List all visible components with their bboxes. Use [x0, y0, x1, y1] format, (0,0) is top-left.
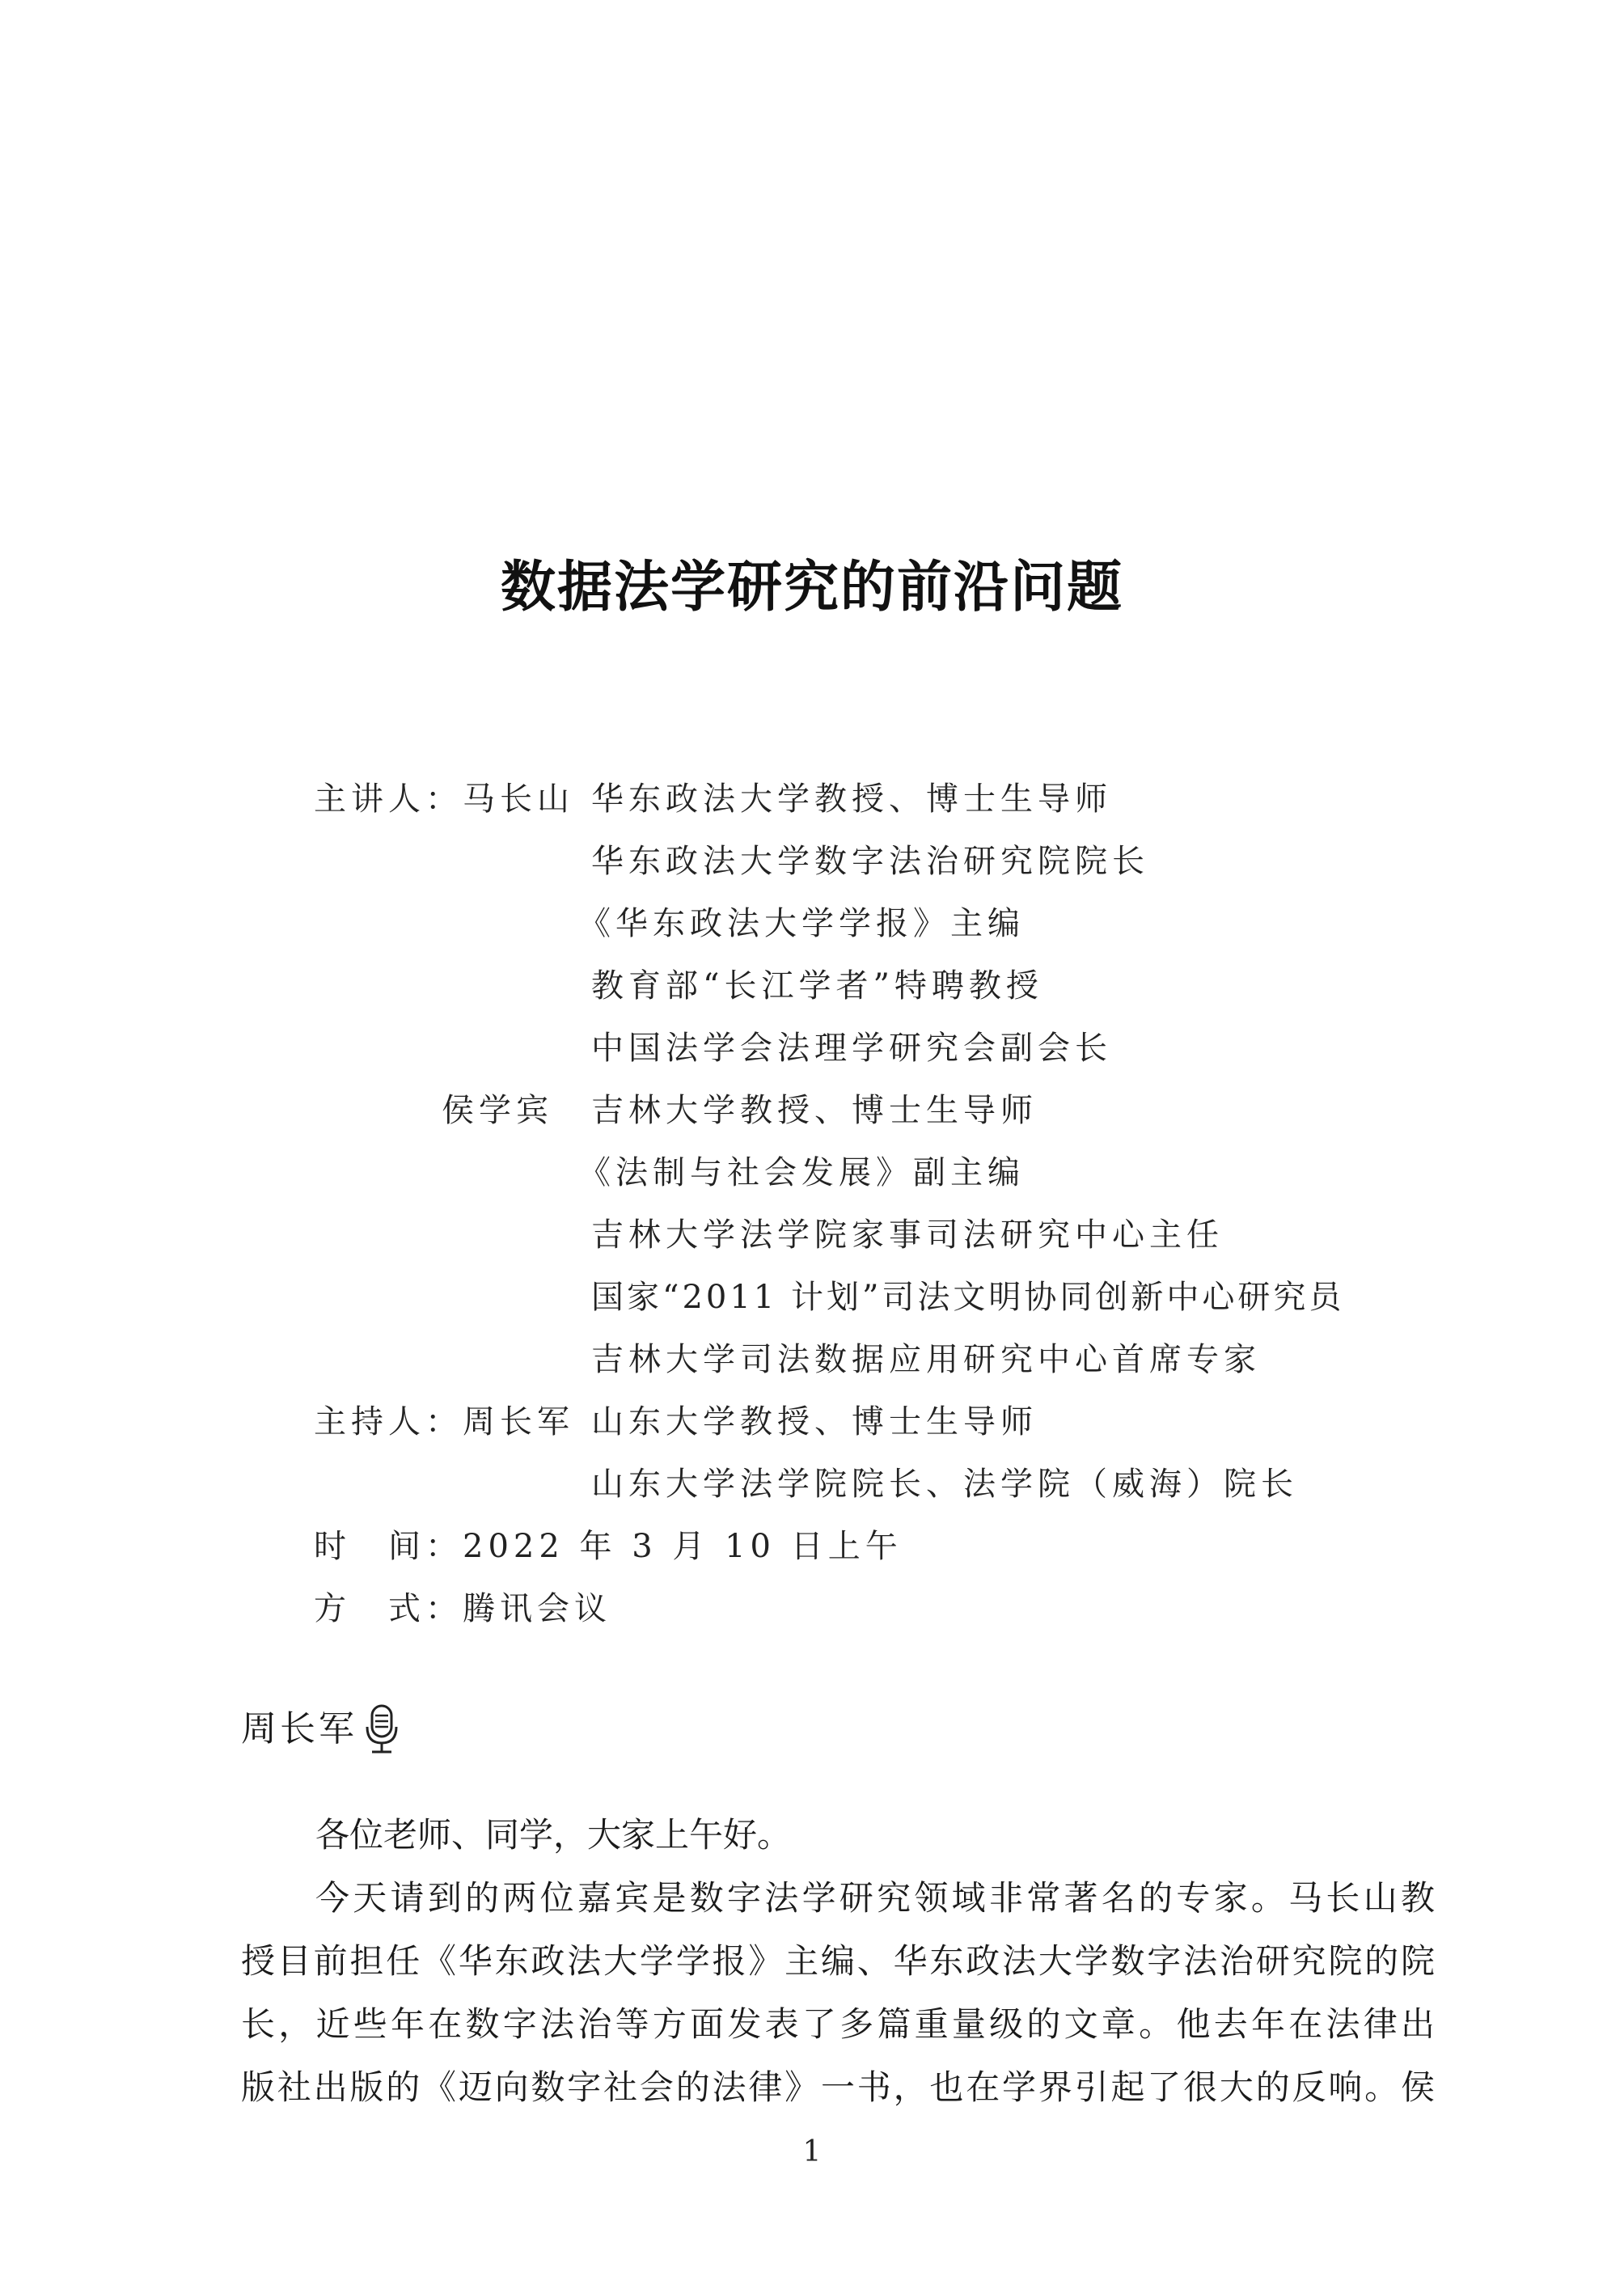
host-affiliation: 山东大学教授、博士生导师: [591, 1403, 1038, 1441]
speaker1-affiliation: 中国法学会法理学研究会副会长: [591, 1030, 1112, 1067]
method-text: 方 式：腾讯会议: [314, 1590, 611, 1627]
time-row: [0, 1524, 1624, 1569]
speaker2-affiliation: 吉林大学法学院家事司法研究中心主任: [591, 1216, 1224, 1254]
speaker1-affiliation: 华东政法大学教授、博士生导师: [591, 781, 1112, 818]
method-row: [0, 1586, 1624, 1631]
paragraph-line: 长，近些年在数字法治等方面发表了多篇重量级的文章。他去年在法律出: [241, 2004, 1435, 2044]
speaker2-affiliation: 吉林大学教授、博士生导师: [591, 1092, 1038, 1129]
microphone-icon: [362, 1703, 401, 1756]
paragraph-line: 授目前担任《华东政法大学学报》主编、华东政法大学数字法治研究院的院: [241, 1941, 1435, 1981]
speaker2-row: [0, 1150, 1624, 1195]
host-affiliation: 山东大学法学院院长、法学院（威海）院长: [591, 1466, 1298, 1503]
speaker2-affiliation: 国家“2011 计划”司法文明协同创新中心研究员: [591, 1279, 1345, 1316]
host-row: [0, 1399, 1624, 1445]
speaker2-affiliation: 吉林大学司法数据应用研究中心首席专家: [591, 1341, 1261, 1378]
speaker1-affiliation: 《华东政法大学学报》主编: [578, 905, 1025, 942]
speaker2-row: [0, 1337, 1624, 1382]
host-label: 主持人：周长军: [314, 1403, 574, 1441]
speaker1-affiliation: 华东政法大学数字法治研究院院长: [591, 843, 1149, 880]
paragraph-line: 今天请到的两位嘉宾是数字法学研究领域非常著名的专家。马长山教: [315, 1878, 1435, 1918]
transcript-paragraph: [241, 1867, 1435, 2119]
speaker1-row: [0, 963, 1624, 1009]
host-row: [0, 1462, 1624, 1507]
speaker2-label: 侯学宾: [442, 1092, 553, 1129]
paragraph-line: 各位老师、同学，大家上午好。: [315, 1815, 792, 1855]
transcript-paragraph: [241, 1804, 1435, 1867]
speaker1-row: [0, 1026, 1624, 1071]
document-title: 数据法学研究的前沿问题: [500, 556, 1123, 620]
page-number: 1: [802, 2135, 822, 2168]
time-text: 时 间：2022 年 3 月 10 日上午: [314, 1528, 903, 1565]
speaker2-row: [0, 1275, 1624, 1320]
paragraph-line: 版社出版的《迈向数字社会的法律》一书，也在学界引起了很大的反响。侯: [241, 2067, 1435, 2107]
speaker2-row: [0, 1212, 1624, 1258]
speaker1-label: 主讲人：马长山: [314, 781, 574, 818]
speaker2-affiliation: 《法制与社会发展》副主编: [578, 1154, 1025, 1191]
speaker1-row: [0, 901, 1624, 946]
speaker-name: 周长军: [241, 1708, 357, 1749]
speaker1-row: [0, 776, 1624, 822]
speaker2-row: [0, 1088, 1624, 1133]
speaker1-affiliation: 教育部“长江学者”特聘教授: [591, 967, 1043, 1005]
speaker1-row: [0, 839, 1624, 884]
speaker-heading: [241, 1703, 401, 1756]
